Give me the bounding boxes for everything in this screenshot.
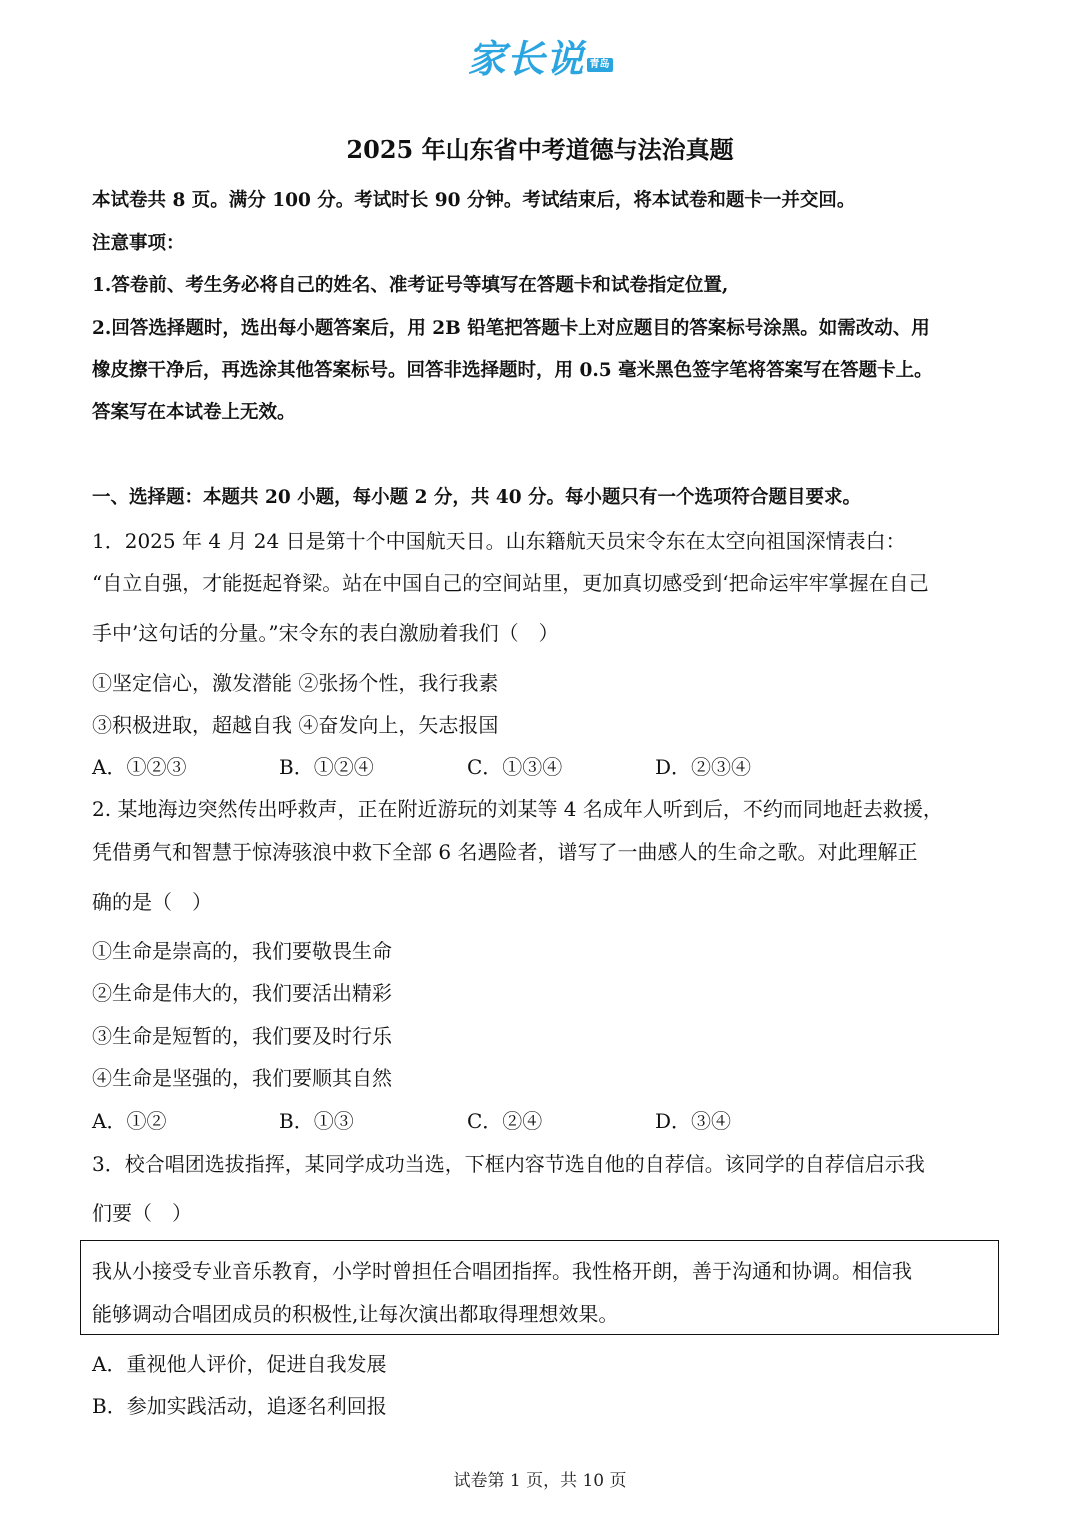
q3-option-a[interactable]: A．重视他人评价，促进自我发展 — [92, 1352, 387, 1376]
q1-stem-line3: 手中’这句话的分量。”宋令东的表白激励着我们（ ） — [92, 621, 559, 645]
page-footer: 试卷第 1 页，共 10 页 — [453, 1471, 627, 1491]
page-title: 2025 年山东省中考道德与法治真题 — [346, 135, 734, 164]
notice-item-2-line3: 答案写在本试卷上无效。 — [92, 402, 296, 423]
notice-item-2-line2: 橡皮擦干净后，再选涂其他答案标号。回答非选择题时，用 0.5 毫米黑色签字笔将答案写在答题卡上。 — [92, 360, 933, 381]
q1-option-c[interactable]: C．①③④ — [467, 755, 563, 779]
q1-option-d[interactable]: D．②③④ — [655, 755, 752, 779]
header-logo — [0, 34, 1080, 84]
section-heading: 一、选择题：本题共 20 小题，每小题 2 分，共 40 分。每小题只有一个选项符合题目要求。 — [92, 487, 862, 508]
q2-item-3: ③生命是短暂的，我们要及时行乐 — [92, 1024, 392, 1048]
q2-item-2: ②生命是伟大的，我们要活出精彩 — [92, 981, 392, 1005]
q1-stem-line2: “自立自强，才能挺起脊梁。站在中国自己的空间站里，更加真切感受到‘把命运牢牢掌握在自己 — [92, 571, 929, 595]
q2-item-1: ①生命是崇高的，我们要敬畏生命 — [92, 939, 392, 963]
notice-item-1: 1.答卷前、考生务必将自己的姓名、准考证号等填写在答题卡和试卷指定位置, — [92, 275, 729, 296]
q3-option-b[interactable]: B．参加实践活动，追逐名利回报 — [92, 1394, 387, 1418]
q3-box-line2: 能够调动合唱团成员的积极性,让每次演出都取得理想效果。 — [92, 1302, 619, 1326]
notice-heading: 注意事项： — [92, 233, 185, 254]
q2-stem-line1: 2. 某地海边突然传出呼救声，正在附近游玩的刘某等 4 名成年人听到后，不约而同地赶去救援， — [92, 797, 943, 821]
q3-stem-line1: 3．校合唱团选拔指挥，某同学成功当选，下框内容节选自他的自荐信。该同学的自荐信启示我 — [92, 1152, 925, 1176]
q1-option-b[interactable]: B．①②④ — [279, 755, 374, 779]
q3-stem-line2: 们要（ ） — [92, 1201, 192, 1225]
logo-text: 家长说 — [467, 37, 585, 81]
exam-info: 本试卷共 8 页。满分 100 分。考试时长 90 分钟。考试结束后，将本试卷和题卡一并交回。 — [92, 190, 856, 211]
q1-option-a[interactable]: A．①②③ — [92, 755, 187, 779]
q2-option-c[interactable]: C．②④ — [467, 1109, 543, 1133]
notice-item-2-line1: 2.回答选择题时，选出每小题答案后，用 2B 铅笔把答题卡上对应题目的答案标号涂黑。如需改动、用 — [92, 318, 930, 339]
q2-option-d[interactable]: D．③④ — [655, 1109, 732, 1133]
logo-badge: 青岛 — [587, 58, 613, 72]
q1-stem-line1: 1．2025 年 4 月 24 日是第十个中国航天日。山东籍航天员宋令东在太空向祖国深情表白： — [92, 529, 906, 553]
q2-item-4: ④生命是坚强的，我们要顺其自然 — [92, 1066, 392, 1090]
q3-quote-box — [80, 1240, 999, 1335]
q2-stem-line3: 确的是（ ） — [92, 890, 212, 914]
q3-box-line1: 我从小接受专业音乐教育，小学时曾担任合唱团指挥。我性格开朗，善于沟通和协调。相信我 — [92, 1259, 912, 1283]
q1-items-line1: ①坚定信心，激发潜能 ②张扬个性，我行我素 — [92, 671, 499, 695]
q2-option-a[interactable]: A．①② — [92, 1109, 167, 1133]
q2-option-b[interactable]: B．①③ — [279, 1109, 354, 1133]
q2-stem-line2: 凭借勇气和智慧于惊涛骇浪中救下全部 6 名遇险者，谱写了一曲感人的生命之歌。对此理解正 — [92, 840, 918, 864]
q1-items-line2: ③积极进取，超越自我 ④奋发向上，矢志报国 — [92, 713, 499, 737]
